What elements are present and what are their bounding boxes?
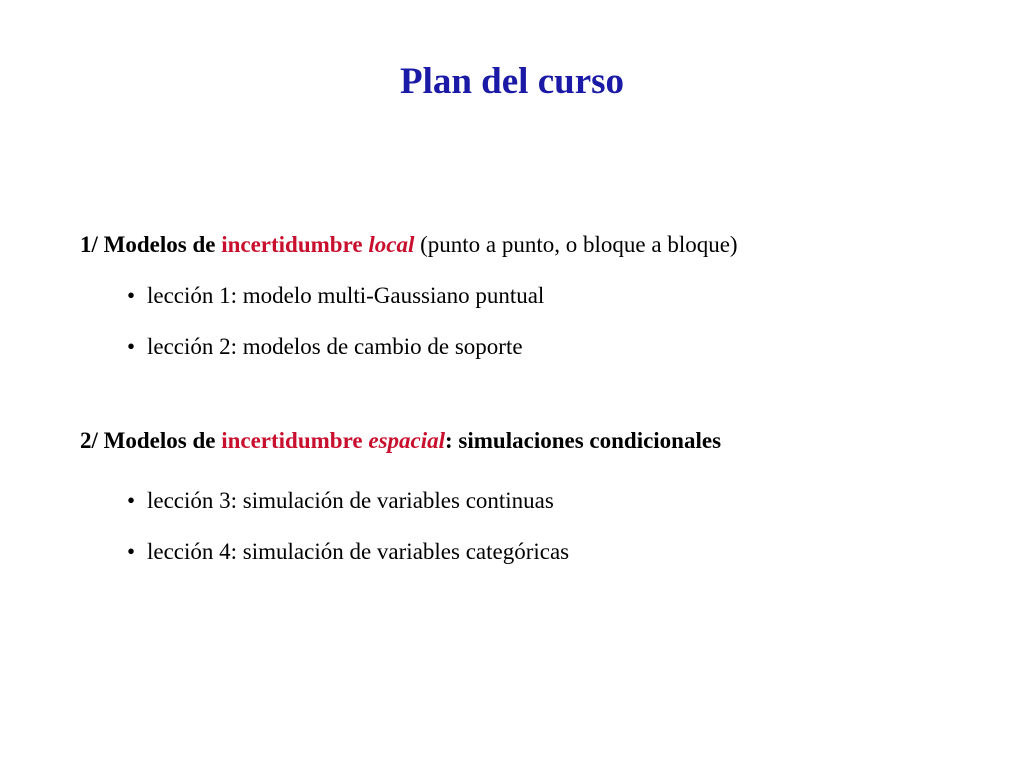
lesson-item (80, 537, 721, 567)
heading-highlight: incertidumbre (221, 428, 363, 453)
section-heading (80, 230, 738, 260)
slide-title: Plan del curso (399, 61, 625, 102)
heading-suffix: (punto a punto, o bloque a bloque) (414, 232, 738, 257)
lesson-text: lección 1: modelo multi-Gaussiano puntual (147, 283, 545, 308)
bullet-icon: • (127, 283, 136, 308)
bullet-icon: • (127, 488, 136, 513)
section-local-uncertainty (80, 230, 738, 362)
lesson-text: lección 2: modelos de cambio de soporte (147, 334, 523, 359)
lesson-list (80, 281, 738, 362)
section-spatial-uncertainty (80, 426, 721, 567)
lesson-item (80, 332, 738, 362)
lesson-item (80, 486, 721, 516)
bullet-icon: • (127, 334, 136, 359)
lesson-list (80, 486, 721, 567)
bullet-icon: • (127, 539, 136, 564)
heading-highlight: incertidumbre (221, 232, 363, 257)
heading-prefix: 1/ Modelos de (80, 232, 222, 257)
heading-emphasis: espacial (368, 428, 446, 453)
lesson-text: lección 3: simulación de variables continuas (147, 488, 554, 513)
lesson-item (80, 281, 738, 311)
lesson-text: lección 4: simulación de variables categóricas (147, 539, 570, 564)
heading-prefix: 2/ Modelos de (80, 428, 222, 453)
section-heading (80, 426, 721, 456)
heading-emphasis: local (368, 232, 415, 257)
heading-suffix: : simulaciones condicionales (445, 428, 722, 453)
